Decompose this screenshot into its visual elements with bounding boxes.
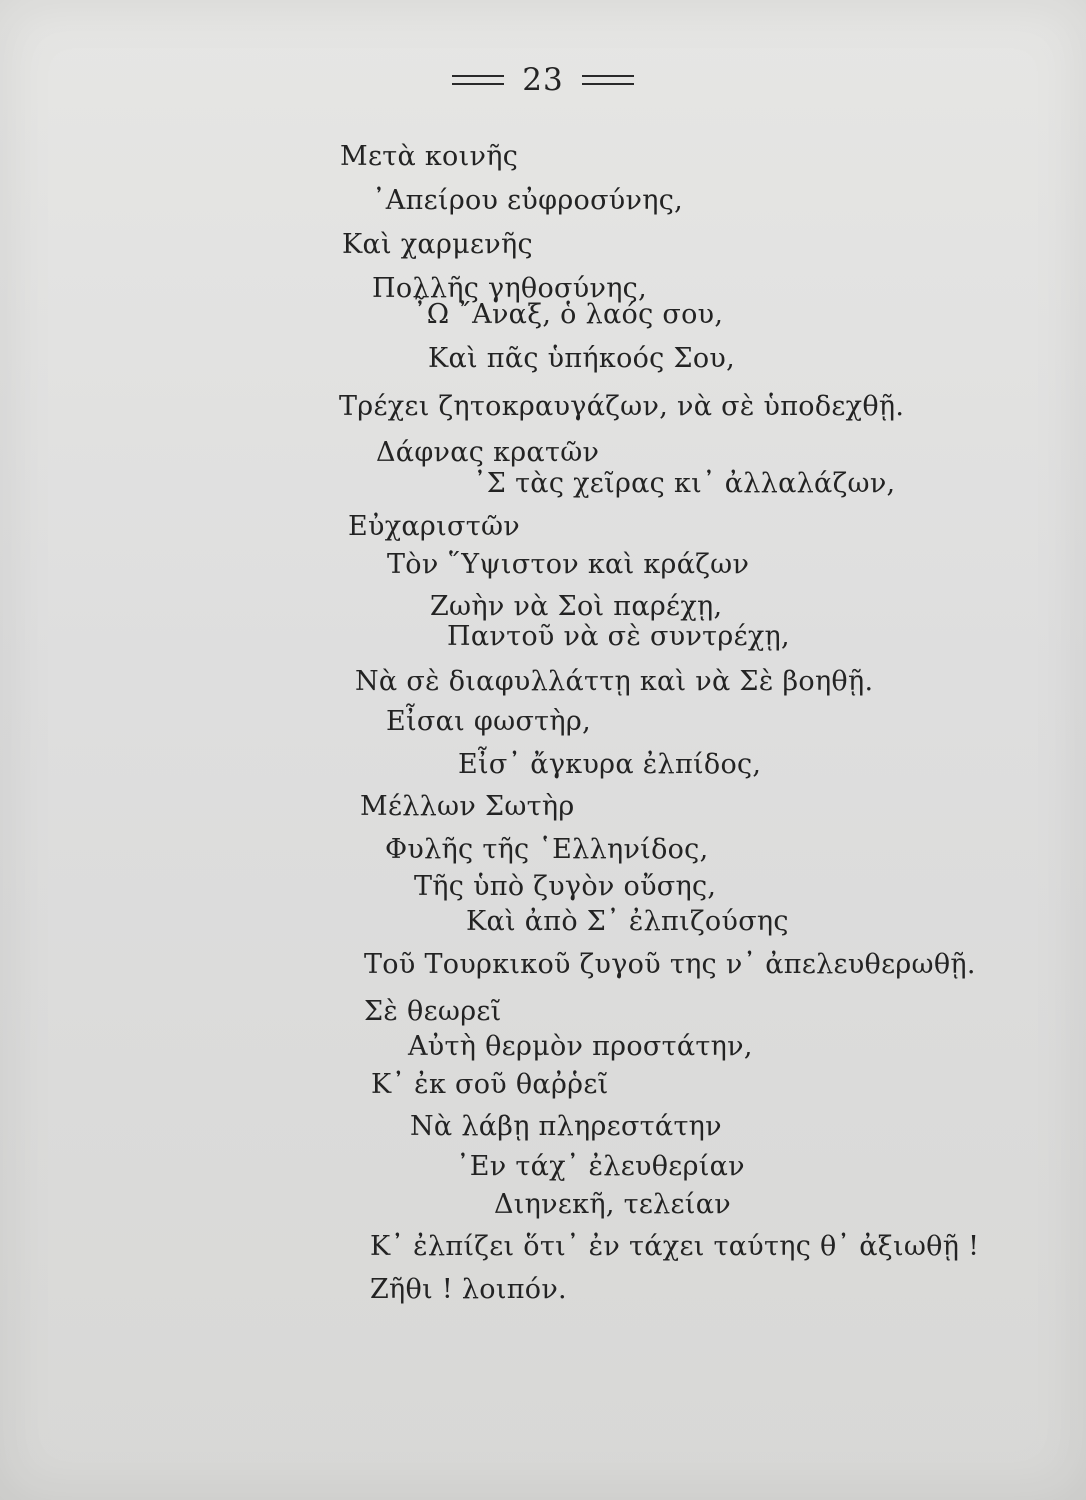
poem-line: Ζωὴν νὰ Σοὶ παρέχῃ, bbox=[430, 591, 723, 622]
poem-line: Διηνεκῆ, τελείαν bbox=[494, 1189, 731, 1220]
poem-line: ᾽Απείρου εὐφροσύνης, bbox=[372, 185, 684, 216]
poem-line: Τὸν ῞Υψιστον καὶ κράζων bbox=[387, 549, 750, 580]
poem-line: Πολλῆς γηθοσύνης, bbox=[372, 273, 647, 304]
poem-line: Μέλλων Σωτὴρ bbox=[360, 791, 575, 822]
poem-line: ᾽Σ τὰς χεῖρας κι᾽ ἀλλαλάζων, bbox=[473, 468, 896, 499]
poem-line: Φυλῆς τῆς ῾Ελληνίδος, bbox=[385, 834, 709, 865]
poem-line: ᾽Εν τάχ᾽ ἐλευθερίαν bbox=[456, 1151, 745, 1182]
poem-line: Εἶσαι φωστὴρ, bbox=[386, 706, 591, 737]
poem-line: Τῆς ὑπὸ ζυγὸν οὔσης, bbox=[414, 871, 717, 902]
poem-line: Κ᾽ ἐλπίζει ὅτι᾽ ἐν τάχει ταύτης θ᾽ ἀξιωθῇ ! bbox=[370, 1231, 980, 1262]
poem-line: Ζῆθι ! λοιπόν. bbox=[370, 1274, 567, 1305]
poem-line: Εὐχαριστῶν bbox=[348, 511, 520, 542]
poem-line: Νὰ λάβῃ πληρεστάτην bbox=[410, 1111, 722, 1142]
poem-line: ῏Ω ῎Αναξ, ὁ λαός σου, bbox=[413, 299, 724, 330]
poem-line: Καὶ πᾶς ὑπήκοός Σου, bbox=[428, 343, 736, 374]
poem-line: Κ᾽ ἐκ σοῦ θαῤῥεῖ bbox=[371, 1069, 609, 1100]
poem-line: Τρέχει ζητοκραυγάζων, νὰ σὲ ὑποδεχθῇ. bbox=[339, 391, 905, 422]
poem-line: Αὐτὴ θερμὸν προστάτην, bbox=[408, 1031, 753, 1062]
poem-line: Καὶ χαρμενῆς bbox=[342, 229, 533, 260]
poem-line: Μετὰ κοινῆς bbox=[340, 141, 519, 172]
poem-line: Καὶ ἀπὸ Σ᾽ ἐλπιζούσης bbox=[466, 906, 789, 937]
poem-line: Σὲ θεωρεῖ bbox=[364, 996, 502, 1027]
poem-line: Δάφνας κρατῶν bbox=[376, 437, 600, 468]
poem-line: Εἶσ᾽ ἄγκυρα ἐλπίδος, bbox=[458, 749, 762, 780]
page-number: 23 bbox=[522, 61, 564, 98]
poem-line: Παντοῦ νὰ σὲ συντρέχῃ, bbox=[447, 621, 790, 652]
poem-line: Νὰ σὲ διαφυλλάττῃ καὶ νὰ Σὲ βοηθῇ. bbox=[355, 666, 874, 697]
poem-line: Τοῦ Τουρκικοῦ ζυγοῦ της ν᾽ ἀπελευθερωθῇ. bbox=[364, 949, 976, 980]
